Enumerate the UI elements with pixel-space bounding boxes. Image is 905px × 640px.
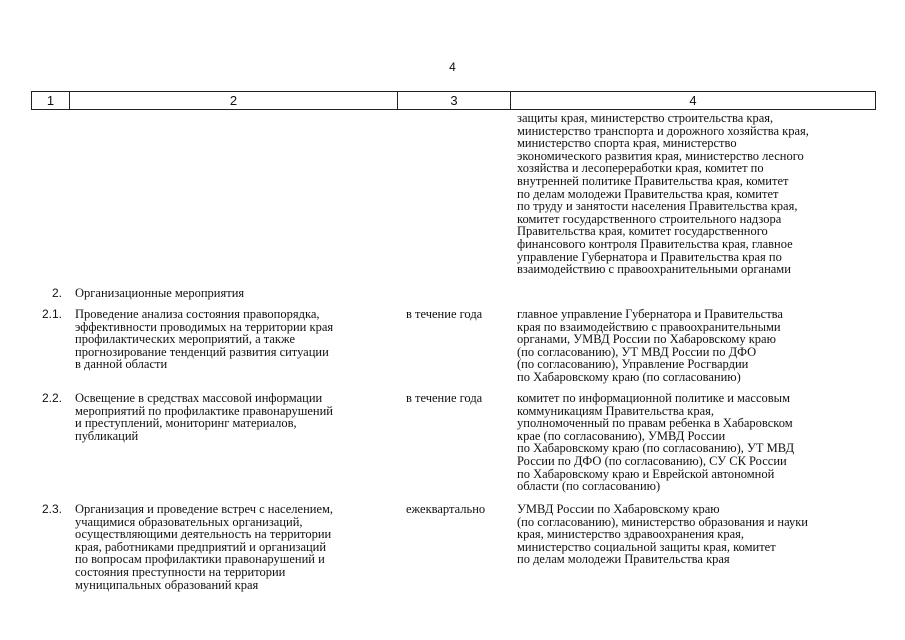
section-title: Организационные мероприятия	[75, 286, 245, 300]
row-term: в течение года	[406, 307, 483, 321]
section-number: 2.	[51, 286, 62, 300]
row-measure-text: Освещение в средствах массовой информации мероприятий по профилактике правонарушений и преступлений, мониторинг материалов, публикаций	[75, 391, 333, 443]
row-term: в течение года	[406, 391, 483, 405]
table-header-row	[31, 91, 876, 110]
row-responsible: УМВД России по Хабаровскому краю (по согласованию), министерство образования и науки края, министерство здравоохранения края, министерство социальной защиты края, комитет по делам молодежи Правительства края	[517, 502, 808, 567]
row-measure-text: Организация и проведение встреч с населением, учащимися образовательных организаций, осуществляющими деятельность на территории края, работниками предприятий и организаций по вопросам профилактики правонарушений и состояния преступности на территории муниципальных образований края	[75, 502, 334, 592]
table-header-col-4: 4	[689, 93, 697, 108]
row-number: 2.3.	[41, 502, 62, 516]
row-responsible: главное управление Губернатора и Правительства края по взаимодействию с правоохранительными органами, УМВД России по Хабаровскому краю (по согласованию), УТ МВД России по ДФО (по согласованию), Управление Росгвардии по Хабаровскому краю (по согласованию)	[517, 307, 783, 384]
row-number: 2.2.	[41, 391, 62, 405]
table-header-col-2: 2	[70, 92, 398, 109]
row-number: 2.1.	[41, 307, 62, 321]
continuation-responsible-text: защиты края, министерство строительства края, министерство транспорта и дорожного хозяйства края, министерство спорта края, министерство экономического развития края, министерство лесного хозяйства и лесопереработки края, комитет по внутренней политике Правительства края, комитет по делам молодежи Правительства края, комитет по труду и занятости населения Правительства края, комитет государственного строительного надзора Правительства края, комитет государственного финансового контроля Правительства края, главное управление Губернатора и Правительства края по взаимодействию с правоохранительными органами	[517, 111, 809, 277]
row-responsible: комитет по информационной политике и массовым коммуникациям Правительства края, уполномоченный по правам ребенка в Хабаровском крае (по согласованию), УМВД России по Хабаровскому краю (по согласованию), УТ МВД России по ДФО (по согласованию), СУ СК России по Хабаровскому краю и Еврейской автономной области (по согласованию)	[517, 391, 795, 494]
table-header-col-1: 1	[32, 92, 70, 109]
row-term: ежеквартально	[406, 502, 486, 516]
table-header-col-3: 3	[398, 92, 511, 109]
row-measure-text: Проведение анализа состояния правопорядка, эффективности проводимых на территории края профилактических мероприятий, а также прогнозирование тенденций развития ситуации в данной области	[75, 307, 334, 372]
page-number: 4	[449, 60, 456, 74]
